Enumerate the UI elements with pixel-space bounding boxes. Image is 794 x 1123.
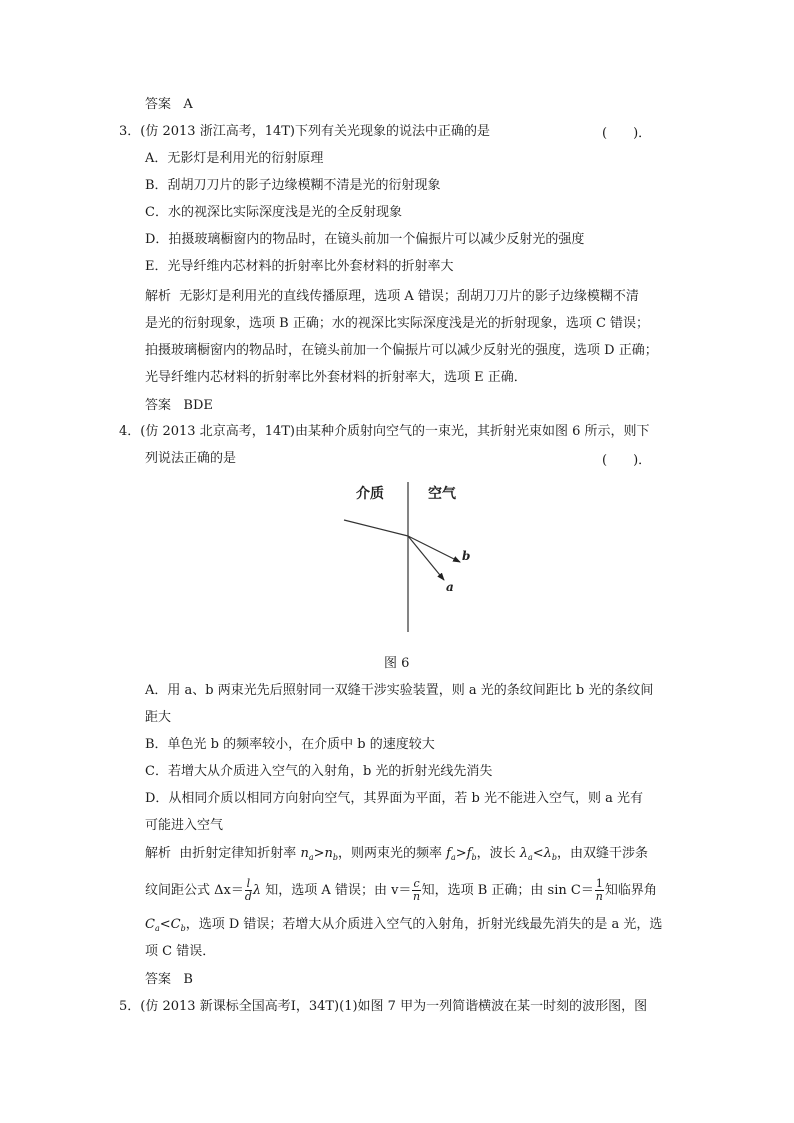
analysis-text: 无影灯是利用光的直线传播原理，选项 A 错误；刮胡刀刀片的影子边缘模糊不清 xyxy=(179,289,639,304)
q2-answer xyxy=(145,95,193,115)
q3-answer xyxy=(145,396,213,416)
refracted-ray-b xyxy=(408,536,460,562)
math-expression: $\lambda_a<\lambda_b$ xyxy=(519,846,558,862)
question-number: 3． xyxy=(119,124,141,139)
q4-option-d-line-2: 可能进入空气 xyxy=(145,818,224,833)
analysis-text: ，则两束光的频率 xyxy=(337,846,442,861)
answer-value: B xyxy=(183,972,193,987)
question-text: (仿 2013 新课标全国高考Ⅰ，34T)(1)如图 7 甲为一列简谐横波在某一时刻的波形图，图 xyxy=(140,999,648,1014)
q3-stem xyxy=(119,122,490,142)
answer-value: BDE xyxy=(183,398,213,413)
answer-label: 答案 xyxy=(145,398,172,413)
q4-answer-blank: ( )． xyxy=(602,453,652,468)
fraction-1-over-n: $\frac{1}{n}$ xyxy=(595,877,603,903)
q5-stem xyxy=(119,997,647,1017)
analysis-text: ，波长 xyxy=(476,846,516,861)
math-expression: $f_a>f_b$ xyxy=(446,846,477,862)
q3-option-e: E．光导纤维内芯材料的折射率比外套材料的折射率大 xyxy=(145,259,454,274)
q4-option-a-line-2: 距大 xyxy=(145,710,172,725)
question-number: 4． xyxy=(119,424,141,439)
answer-label: 答案 xyxy=(145,97,172,112)
incident-ray xyxy=(344,520,408,536)
analysis-text: 由折射定律知折射率 xyxy=(179,846,297,861)
fraction-l-over-d: $\frac{l}{d}$ xyxy=(244,877,252,903)
analysis-label: 解析 xyxy=(145,289,172,304)
answer-value: A xyxy=(183,97,193,112)
q4-analysis-line-1 xyxy=(145,844,648,868)
question-number: 5． xyxy=(119,999,141,1014)
q4-analysis-line-2: 纹间距公式 Δx＝ $\frac{l}{d}$ λ 知，选项 A 错误；由 v＝ $\frac{c}{n}$ 知，选项 B 正确；由 sin C＝ $\frac{1}{n}$ 知临界角 xyxy=(145,877,657,903)
math-expression: $n_a>n_b$ xyxy=(300,846,338,862)
q4-answer xyxy=(145,970,193,990)
fraction-c-over-n: $\frac{c}{n}$ xyxy=(412,877,421,903)
answer-label: 答案 xyxy=(145,972,172,987)
q3-option-b: B．刮胡刀刀片的影子边缘模糊不清是光的衍射现象 xyxy=(145,178,441,193)
question-text: (仿 2013 浙江高考，14T)下列有关光现象的说法中正确的是 xyxy=(140,124,490,139)
q4-option-d-line-1: D．从相同介质以相同方向射向空气，其界面为平面，若 b 光不能进入空气，则 a 光有 xyxy=(145,791,644,806)
analysis-label: 解析 xyxy=(145,846,172,861)
q4-analysis-line-4: 项 C 错误． xyxy=(145,944,216,959)
medium-label: 介质 xyxy=(356,486,384,502)
refracted-ray-a xyxy=(408,536,444,580)
q3-option-a: A．无影灯是利用光的衍射原理 xyxy=(145,151,324,166)
analysis-text: ，选项 D 错误；若增大从介质进入空气的入射角，折射光线最先消失的是 a 光，选 xyxy=(185,917,663,932)
air-label: 空气 xyxy=(428,486,456,502)
analysis-text: 知临界角 xyxy=(604,883,657,898)
q3-analysis-line-3: 拍摄玻璃橱窗内的物品时，在镜头前加一个偏振片可以减少反射光的强度，选项 D 正确； xyxy=(145,343,658,358)
q4-analysis-line-3 xyxy=(145,915,662,939)
q3-option-d: D．拍摄玻璃橱窗内的物品时，在镜头前加一个偏振片可以减少反射光的强度 xyxy=(145,232,585,247)
analysis-text: ，由双缝干涉条 xyxy=(557,846,649,861)
q3-answer-blank: ( )． xyxy=(602,126,652,141)
q4-option-a-line-1: A．用 a、b 两束光先后照射同一双缝干涉实验装置，则 a 光的条纹间距比 b 光的条纹间 xyxy=(145,683,654,698)
q3-analysis-line-2: 是光的衍射现象，选项 B 正确；水的视深比实际深度浅是光的折射现象，选项 C 错误； xyxy=(145,316,650,331)
analysis-text: 纹间距公式 Δx＝ xyxy=(145,883,244,898)
q4-option-c: C．若增大从介质进入空气的入射角，b 光的折射光线先消失 xyxy=(145,764,493,779)
refraction-figure xyxy=(340,478,470,634)
q3-option-c: C．水的视深比实际深度浅是光的全反射现象 xyxy=(145,205,402,220)
q3-analysis-line-4: 光导纤维内芯材料的折射率比外套材料的折射率大，选项 E 正确． xyxy=(145,370,527,385)
analysis-text: 知，选项 B 正确；由 sin C＝ xyxy=(421,883,594,898)
analysis-text: 知，选项 A 错误；由 v＝ xyxy=(265,883,412,898)
q4-option-b: B．单色光 b 的频率较小，在介质中 b 的速度较大 xyxy=(145,737,435,752)
math-expression: $C_a<C_b$ xyxy=(145,917,186,933)
ray-a-label: a xyxy=(446,580,454,594)
q4-stem-line-2: 列说法正确的是 xyxy=(145,451,237,466)
ray-b-label: b xyxy=(462,549,470,563)
q4-stem-line-1 xyxy=(119,422,650,442)
figure-caption: 图 6 xyxy=(384,656,410,671)
q3-analysis-line-1 xyxy=(145,287,639,307)
question-text: (仿 2013 北京高考，14T)由某种介质射向空气的一束光，其折射光束如图 6 所示，则下 xyxy=(140,424,650,439)
